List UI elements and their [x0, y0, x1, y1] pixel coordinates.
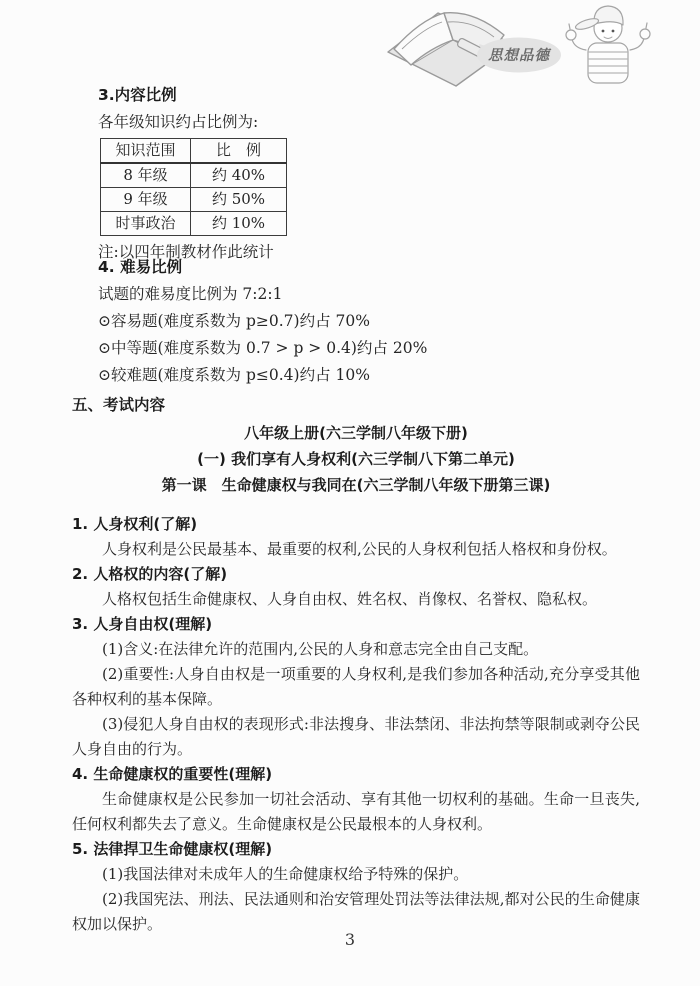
difficulty-bullet-medium: ⊙中等题(难度系数为 0.7 > p > 0.4)约占 20%	[98, 339, 428, 357]
subheading-volume: 八年级上册(六三学制八年级下册)	[244, 424, 468, 442]
content-ratio-section	[98, 82, 528, 266]
item-paragraph: (1)含义:在法律允许的范围内,公民的人身和意志完全由自己支配。	[102, 640, 539, 658]
table-header-row	[101, 139, 287, 164]
difficulty-bullet-easy: ⊙容易题(难度系数为 p≥0.7)约占 70%	[98, 312, 370, 330]
item-paragraph: (3)侵犯人身自由权的表现形式:非法搜身、非法禁闭、非法拘禁等限制或剥夺公民人身自由的行为。	[72, 715, 640, 758]
exam-item-1	[72, 512, 640, 562]
exam-item-2	[72, 562, 640, 612]
item-paragraph: (1)我国法律对未成年人的生命健康权给予特殊的保护。	[102, 865, 469, 883]
header-illustration	[378, 0, 670, 95]
item-paragraph: (2)重要性:人身自由权是一项重要的人身权利,是我们参加各种活动,充分享受其他各种权利的基本保障。	[72, 665, 640, 708]
subject-badge	[477, 38, 561, 73]
item-paragraph: 人格权包括生命健康权、人身自由权、姓名权、肖像权、名誉权、隐私权。	[102, 590, 598, 608]
cell-grade: 时事政治	[101, 212, 191, 236]
item-title: 1. 人身权利(了解)	[72, 515, 198, 533]
exam-content-heading: 五、考试内容	[72, 396, 166, 414]
item-title: 5. 法律捍卫生命健康权(理解)	[72, 840, 273, 858]
item-title: 3. 人身自由权(理解)	[72, 615, 213, 633]
difficulty-heading: 4. 难易比例	[98, 258, 183, 276]
content-ratio-note: 注:以四年制教材作此统计	[98, 243, 274, 261]
exam-item-4	[72, 762, 640, 837]
item-title: 2. 人格权的内容(了解)	[72, 565, 228, 583]
knowledge-ratio-table	[100, 138, 287, 236]
subheading-lesson: 第一课 生命健康权与我同在(六三学制八年级下册第三课)	[161, 476, 551, 494]
cell-grade: 9 年级	[101, 188, 191, 212]
content-ratio-intro: 各年级知识约占比例为:	[98, 113, 259, 131]
page-number: 3	[344, 930, 356, 949]
item-paragraph: 人身权利是公民最基本、最重要的权利,公民的人身权利包括人格权和身份权。	[102, 540, 617, 558]
exam-item-5	[72, 837, 640, 937]
table-row	[101, 212, 287, 236]
table-row	[101, 163, 287, 188]
subheading-unit: (一) 我们享有人身权利(六三学制八下第二单元)	[197, 450, 515, 468]
col-header-scope: 知识范围	[101, 139, 191, 164]
exam-item-list	[72, 512, 640, 937]
cell-ratio: 约 50%	[191, 188, 287, 212]
subject-badge-label: 思想品德	[488, 48, 550, 64]
col-header-ratio: 比 例	[191, 139, 287, 164]
cell-ratio: 约 10%	[191, 212, 287, 236]
exam-item-3	[72, 612, 640, 762]
cell-grade: 8 年级	[101, 163, 191, 188]
table-row	[101, 188, 287, 212]
difficulty-intro: 试题的难易度比例为 7:2:1	[98, 285, 283, 303]
difficulty-bullet-hard: ⊙较难题(难度系数为 p≤0.4)约占 10%	[98, 366, 370, 384]
child-mascot-icon	[566, 6, 650, 83]
content-ratio-heading: 3.内容比例	[98, 86, 177, 104]
exam-subheadings	[72, 420, 640, 498]
item-paragraph: (2)我国宪法、刑法、民法通则和治安管理处罚法等法律法规,都对公民的生命健康权加以保护。	[72, 890, 640, 933]
difficulty-ratio-section	[98, 254, 558, 389]
item-paragraph: 生命健康权是公民参加一切社会活动、享有其他一切权利的基础。生命一旦丧失,任何权利都失去了意义。生命健康权是公民最根本的人身权利。	[72, 790, 640, 833]
exam-content-section	[72, 392, 640, 937]
item-title: 4. 生命健康权的重要性(理解)	[72, 765, 273, 783]
cell-ratio: 约 40%	[191, 163, 287, 188]
